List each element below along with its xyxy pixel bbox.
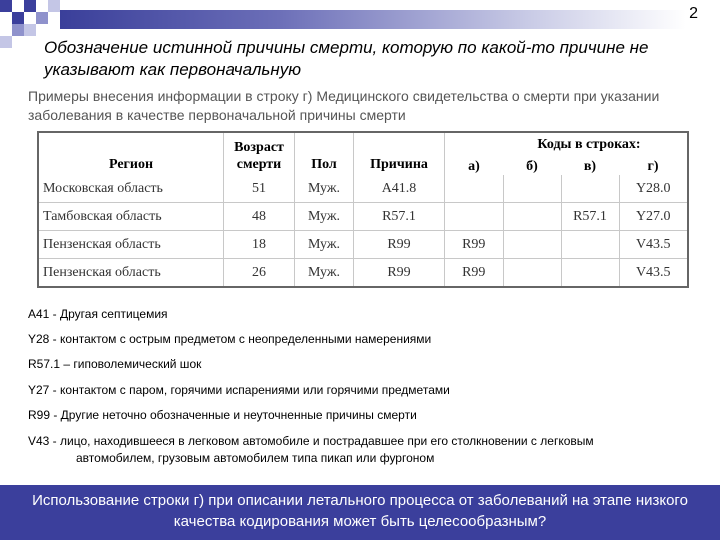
deco-square (48, 0, 60, 12)
code-legend-continuation: автомобилем, грузовым автомобилем типа пикап или фургоном (76, 451, 435, 465)
table-row (38, 203, 688, 231)
header-codes-group: Коды в строках: (445, 132, 689, 153)
table-row (38, 175, 688, 203)
cell-cause: А41.8 (354, 175, 445, 203)
cell-cause: R99 (354, 231, 445, 259)
cell-code-g: Y27.0 (619, 203, 688, 231)
header-code-v: в) (583, 159, 597, 174)
deco-square (12, 24, 24, 36)
cell-region: Пензенская область (38, 231, 224, 259)
cell-code-g: V43.5 (619, 259, 688, 288)
cell-code-a (445, 203, 504, 231)
table-row (38, 231, 688, 259)
cell-age: 51 (224, 175, 295, 203)
cell-code-a: R99 (445, 259, 504, 288)
slide-number: 2 (689, 5, 698, 22)
cell-code-b (503, 231, 561, 259)
cell-sex: Муж. (295, 231, 354, 259)
cell-region: Тамбовская область (38, 203, 224, 231)
cell-code-g: V43.5 (619, 231, 688, 259)
header-age: Возраст смерти (224, 132, 295, 175)
cell-code-b (503, 203, 561, 231)
deco-square (24, 0, 36, 12)
code-legend-item (28, 433, 708, 467)
cell-sex: Муж. (295, 203, 354, 231)
cell-code-a (445, 175, 504, 203)
table-header-row (38, 132, 688, 153)
table-row (38, 259, 688, 288)
deco-square (12, 12, 24, 24)
slide-title: Обозначение истинной причины смерти, которую по какой-то причине не указывают как первоначальную (44, 38, 649, 79)
deco-square (36, 12, 48, 24)
cell-age: 26 (224, 259, 295, 288)
cell-code-v: R57.1 (561, 203, 619, 231)
cell-region: Пензенская область (38, 259, 224, 288)
cell-code-v (561, 231, 619, 259)
header-code-a: а) (445, 153, 504, 175)
cell-code-b (503, 259, 561, 288)
header-gradient-bar (60, 10, 686, 29)
cell-sex: Муж. (295, 175, 354, 203)
deco-square (0, 0, 12, 12)
code-legend-item: R99 - Другие неточно обозначенные и неуточненные причины смерти (28, 408, 417, 422)
deco-square (24, 24, 36, 36)
code-legend-item: Y27 - контактом с паром, горячими испарениями или горячими предметами (28, 383, 450, 397)
code-legend-item: Y28 - контактом с острым предметом с неопределенными намерениями (28, 332, 432, 346)
cell-code-v (561, 175, 619, 203)
code-legend-line: V43 - лицо, находившееся в легковом автомобиле и пострадавшее при его столкновении с легковым (28, 434, 594, 448)
cell-code-b (503, 175, 561, 203)
code-legend-item: R57.1 – гиповолемический шок (28, 357, 202, 371)
deco-square (0, 36, 12, 48)
cell-region: Московская область (43, 180, 163, 196)
cell-cause: R57.1 (354, 203, 445, 231)
cell-sex: Муж. (295, 259, 354, 288)
cell-code-v (561, 259, 619, 288)
header-code-g: г) (647, 159, 659, 174)
death-cause-table (37, 131, 689, 288)
header-code-b: б) (526, 159, 538, 174)
cell-code-a: R99 (445, 231, 504, 259)
slide-subtitle: Примеры внесения информации в строку г) Медицинского свидетельства о смерти при указании заболевания в качестве первоначальной причины смерти (28, 88, 660, 123)
cell-age: 18 (224, 231, 295, 259)
header-region: Регион (108, 157, 154, 172)
header-cause: Причина (354, 132, 445, 175)
cell-cause: R99 (354, 259, 445, 288)
cell-code-g: Y28.0 (619, 175, 688, 203)
header-sex: Пол (295, 132, 354, 175)
code-legend-item: А41 - Другая септицемия (28, 307, 168, 321)
cell-age: 48 (224, 203, 295, 231)
footer-question: Использование строки г) при описании летального процесса от заболеваний на этапе низкого качества кодирования может быть целесообразным? (0, 485, 720, 540)
